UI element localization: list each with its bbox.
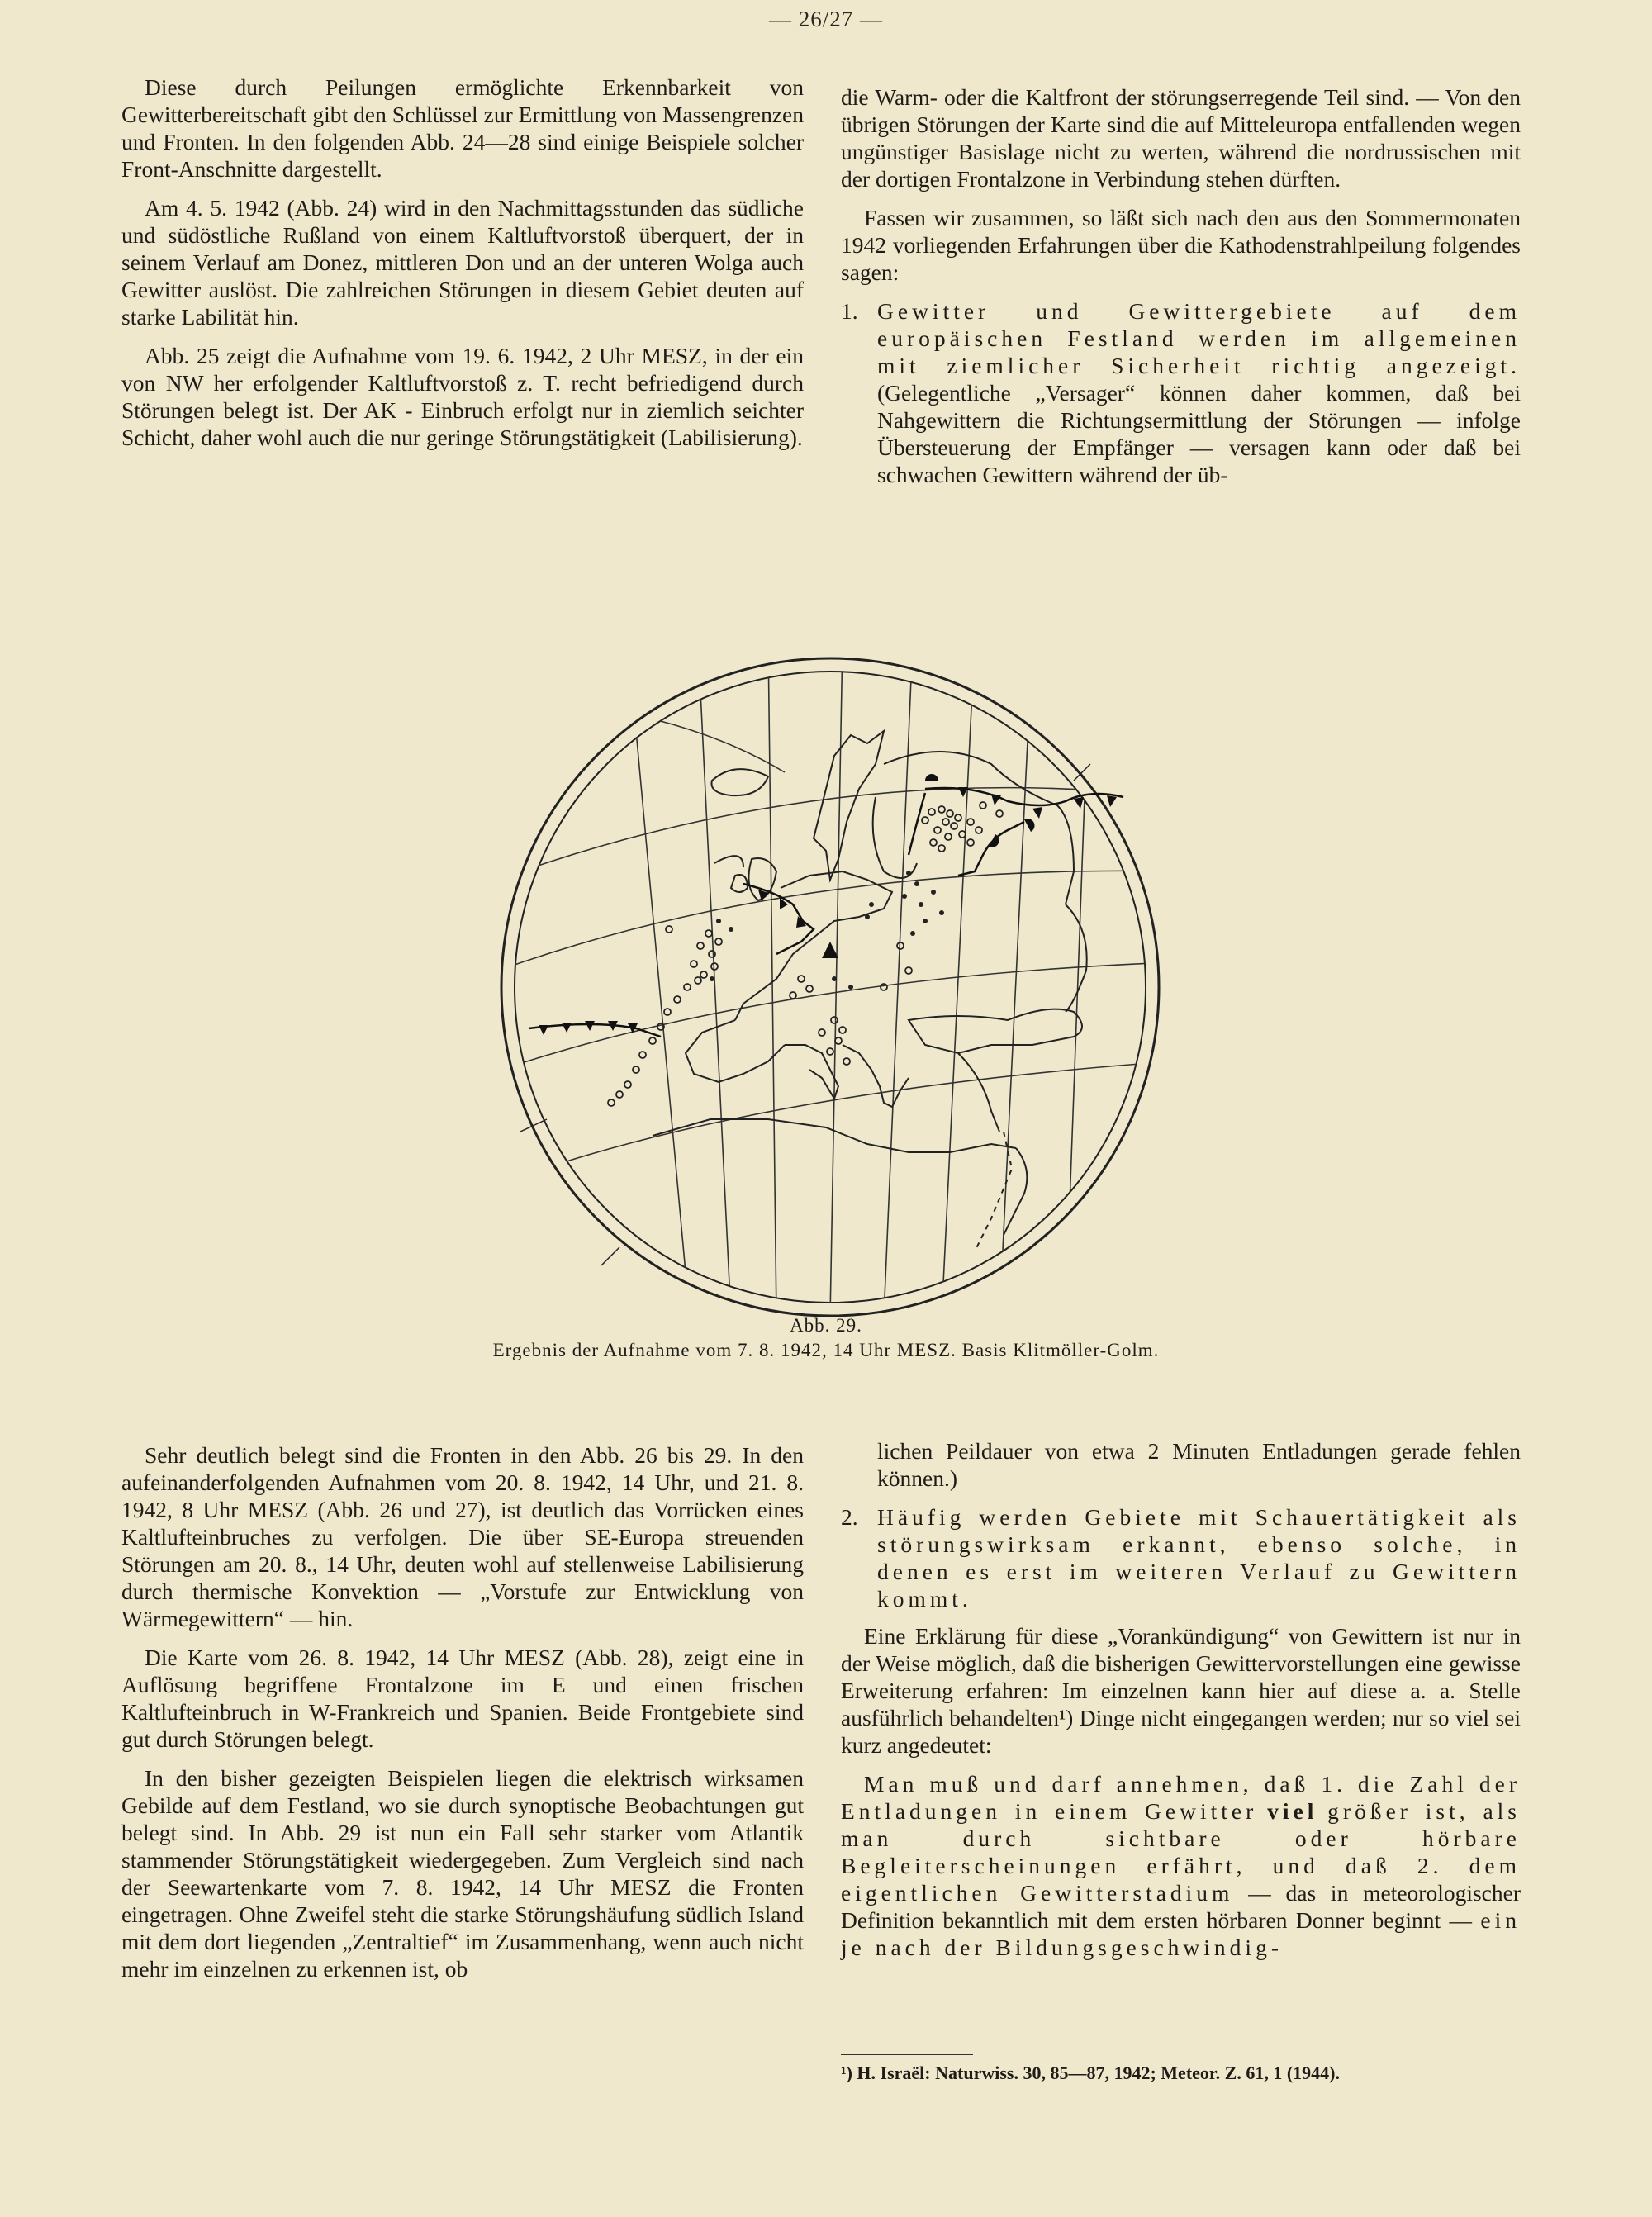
paragraph — [841, 1770, 1521, 1961]
bold-spaced-text: viel — [1267, 1798, 1318, 1824]
top-left-column — [121, 74, 804, 463]
list-item-2 — [841, 1503, 1521, 1612]
paragraph: In den bisher gezeigten Beispielen liegen die elektrisch wirksamen Gebilde auf dem Festland, wo sie durch synoptische Beobachtungen gut belegt sind. In Abb. 29 ist nun ein Fall sehr starker vom Atlantik stammender Störungstätigkeit wiedergegeben. Zum Vergleich sind nach der Seewartenkarte vom 7. 8. 1942, 14 Uhr MESZ die Fronten eingetragen. Ohne Zweifel steht die starke Störungshäufung südlich Island mit dem dort liegenden „Zentraltief“ im Zusammenhang, wenn auch nicht mehr im einzelnen zu erkennen ist, ob — [121, 1765, 804, 1982]
paragraph: die Warm- oder die Kaltfront der störungserregende Teil sind. — Von den übrigen Störungen der Karte sind die auf Mitteleuropa entfallenden wegen ungünstiger Basislage nicht zu werten, während die nordrussischen mit der dortigen Frontalzone in Verbindung stehen dürften. — [841, 84, 1521, 192]
coastlines — [653, 731, 1087, 1235]
front-markers — [539, 774, 1117, 1035]
disturbance-dots — [710, 871, 944, 990]
spaced-text: ein je nach der Bildungsgeschwindig- — [841, 1907, 1521, 1960]
list-text-rest: (Gelegentliche „Versager“ können daher kommen, daß bei Nahgewittern die Richtungsermittlung der Störungen — infolge Übersteuerung der Empfänger — versagen kann oder daß bei schwachen Gewittern während der üb- — [877, 380, 1521, 487]
map-svg — [496, 657, 1165, 1317]
paragraph: Diese durch Peilungen ermöglichte Erkennbarkeit von Gewitterbereitschaft gibt den Schlüssel zur Ermittlung von Massengrenzen und Fronten. In den folgenden Abb. 24—28 sind einige Beispiele solcher Front-Anschnitte dargestellt. — [121, 74, 804, 182]
paragraph: lichen Peildauer von etwa 2 Minuten Entladungen gerade fehlen können.) — [877, 1438, 1521, 1491]
list-item-1 — [841, 297, 1521, 488]
spaced-text: größer ist, als man durch sichtbare oder hörbare Begleiterscheinungen erfährt, und daß 2. dem eigentlichen Gewitterstadium — [841, 1798, 1521, 1906]
paragraph: Sehr deutlich belegt sind die Fronten in den Abb. 26 bis 29. In den aufeinanderfolgenden Aufnahmen vom 20. 8. 1942, 14 Uhr, und 21. 8. 1942, 8 Uhr MESZ (Abb. 26 und 27), ist deutlich das Vorrücken eines Kaltlufteinbruches zu verfolgen. Die über SE-Europa streuenden Störungen am 20. 8., 14 Uhr, deuten wohl auf stellenweise Labilisierung durch thermische Konvektion — „Vorstufe zur Entwicklung von Wärmegewittern“ — hin. — [121, 1442, 804, 1631]
bottom-left-column — [121, 1441, 804, 1994]
top-right-column — [841, 83, 1521, 498]
list-number: 1. — [841, 298, 858, 324]
plain-text: — das in meteorologischer Definition bekanntlich mit dem ersten hörbaren Donner beginnt — — [841, 1880, 1521, 1933]
figure-caption-text: Ergebnis der Aufnahme vom 7. 8. 1942, 14 Uhr MESZ. Basis Klitmöller-Golm. — [492, 1340, 1160, 1360]
list-text: Häufig werden Gebiete mit Schauertätigkeit als störungswirksam erkannt, ebenso solche, in denen es erst im weiteren Verlauf zu Gewittern kommt. — [877, 1504, 1521, 1612]
figure-caption — [0, 1313, 1652, 1363]
outer-circle — [501, 658, 1159, 1316]
inner-circle — [515, 672, 1146, 1303]
bottom-right-column — [841, 1437, 1521, 1973]
dashed-track — [975, 1132, 1012, 1251]
list-text — [877, 297, 1521, 488]
paragraph: Am 4. 5. 1942 (Abb. 24) wird in den Nachmittagsstunden das südliche und südöstliche Rußland von einem Kaltluftvorstoß überquert, der in seinem Verlauf am Donez, mittleren Don und an der unteren Wolga auch Gewitter auslöst. Die zahlreichen Störungen in diesem Gebiet deuten auf starke Labilität hin. — [121, 195, 804, 330]
list-number: 2. — [841, 1504, 858, 1530]
paragraph: Eine Erklärung für diese „Vorankündigung“ von Gewittern ist nur in der Weise möglich, daß die bisherigen Gewittervorstellungen eine gewisse Erweiterung erfahren: Im einzelnen kann hier auf diese a. a. Stelle ausführlich behandelten¹) Dinge nicht eingegangen werden; nur so viel sei kurz angedeutet: — [841, 1623, 1521, 1758]
spaced-text: Man muß und darf annehmen, daß 1. die Zahl der Entladungen in einem Gewitter — [841, 1771, 1521, 1824]
footnote-rule — [841, 2054, 973, 2055]
page-number: — 26/27 — — [768, 7, 883, 31]
figure-map — [496, 657, 1165, 1317]
paragraph: Fassen wir zusammen, so läßt sich nach den aus den Sommermonaten 1942 vorliegenden Erfahrungen über die Kathodenstrahlpeilung folgendes sagen: — [841, 205, 1521, 285]
footnote: ¹) H. Israël: Naturwiss. 30, 85—87, 1942; Meteor. Z. 61, 1 (1944). — [841, 2063, 1340, 2083]
figure-label: Abb. 29. — [790, 1315, 862, 1336]
paragraph: Die Karte vom 26. 8. 1942, 14 Uhr MESZ (Abb. 28), zeigt eine in Auflösung begriffene Frontalzone im E und einen frischen Kaltlufteinbruch in W-Frankreich und Spanien. Beide Frontgebiete sind gut durch Störungen belegt. — [121, 1645, 804, 1752]
spaced-text: Gewitter und Gewittergebiete auf dem europäischen Festland werden im allgemeinen mit ziemlicher Sicherheit richtig angezeigt. — [877, 298, 1521, 378]
paragraph: Abb. 25 zeigt die Aufnahme vom 19. 6. 1942, 2 Uhr MESZ, in der ein von NW her erfolgender Kaltluftvorstoß z. T. recht befriedigend durch Störungen belegt ist. Der AK - Einbruch erfolgt nur in ziemlich seichter Schicht, daher wohl auch die nur geringe Störungstätigkeit (Labilisierung). — [121, 343, 804, 450]
disturbance-markers — [608, 802, 1003, 1106]
